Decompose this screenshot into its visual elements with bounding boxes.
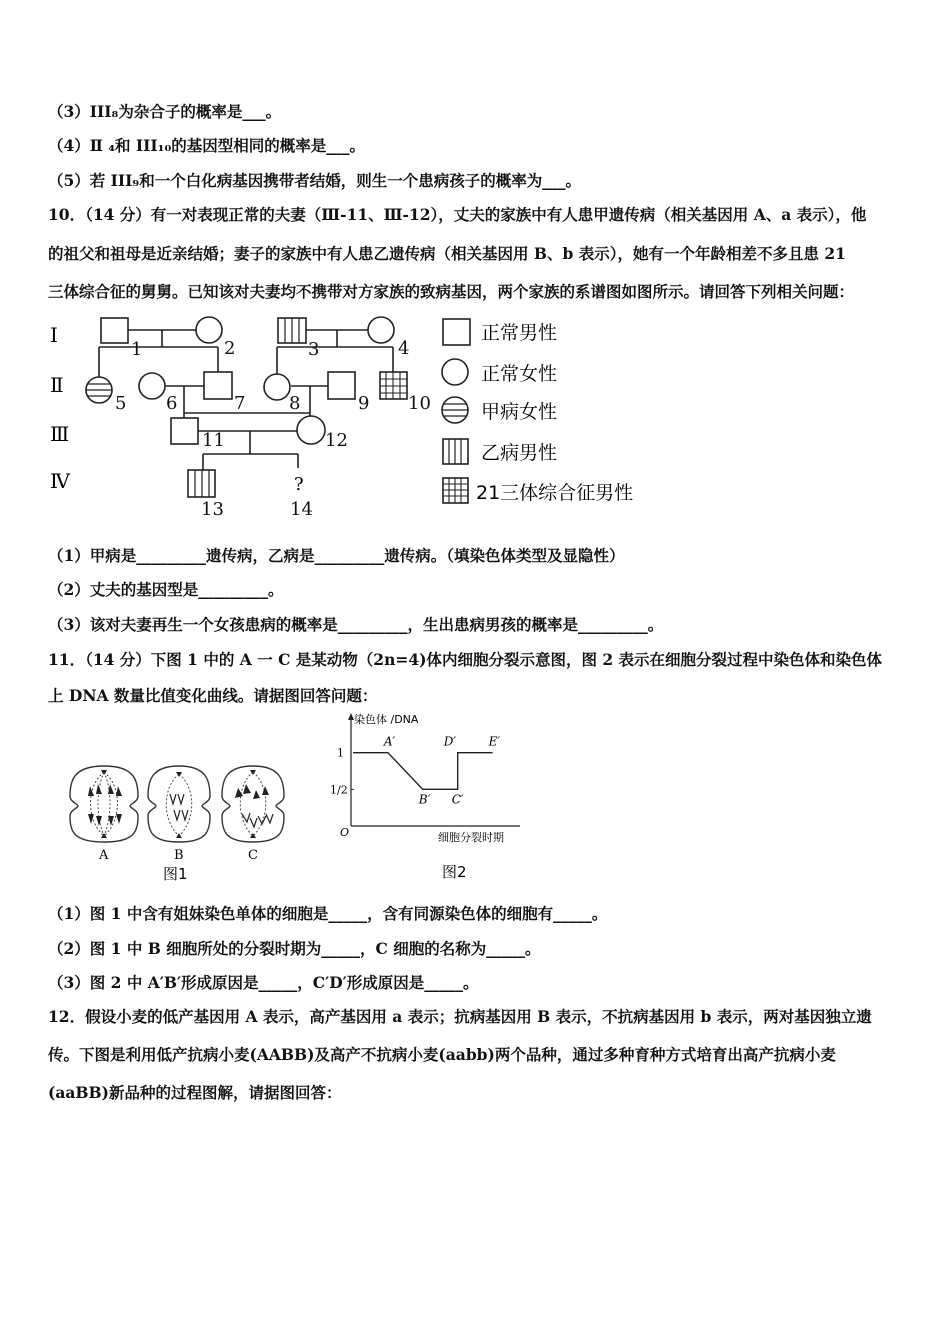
individual-I4-normal-female [368,317,394,343]
origin-label: O [340,826,350,839]
individual-number: 10 [408,393,431,414]
cell-b [148,766,210,842]
x-axis-label: 细胞分裂时期 [438,831,504,844]
individual-number: 2 [224,338,236,359]
q10-sub2: （2）丈夫的基因型是_________。 [48,580,284,599]
q10-sub1: （1）甲病是_________遗传病，乙病是_________遗传病。（填染色体类型及显隐性） [48,546,625,565]
individual-IV14-unknown: ? [294,474,304,495]
individual-number: 6 [166,393,178,414]
legend-normal-male-symbol [443,319,470,345]
figure2-ratio-chart [330,710,530,888]
q10-sub3: （3）该对夫妻再生一个女孩患病的概率是_________，生出患病男孩的概率是_________。 [48,615,664,634]
cell-label: C [248,848,258,863]
individual-number: 7 [234,393,246,414]
figure1-cell-division [60,760,300,885]
individual-II8-normal-female [264,374,290,400]
q12-stem-line2: 传。下图是利用低产抗病小麦(AABB)及高产不抗病小麦(aabb)两个品种，通过多种育种方式培育出高产抗病小麦 [48,1045,836,1064]
individual-II6-normal-female [139,373,165,399]
q11-stem-line1: 11．（14 分）下图 1 中的 A 一 C 是某动物（2n=4)体内细胞分裂示意图，图 2 表示在细胞分裂过程中染色体和染色体 [48,650,883,669]
q9-sub4: （4）Ⅱ ₄和 III₁₀的基因型相同的概率是___。 [48,136,366,155]
individual-I2-normal-female [196,317,222,343]
pedigree-chart [40,310,680,525]
individual-III11-normal-male [171,418,198,444]
individual-I1-normal-male [101,318,128,343]
ratio-series-line [353,753,493,790]
individual-number: 9 [358,393,370,414]
legend-label: 甲病女性 [481,401,558,423]
figure2-caption: 图2 [442,863,467,881]
q9-sub3: （3）III₈为杂合子的概率是___。 [48,102,282,121]
figure1-caption: 图1 [163,865,188,883]
q11-stem-line2: 上 DNA 数量比值变化曲线。请据图回答问题： [48,686,378,705]
individual-II9-normal-male [328,372,355,399]
legend-normal-female-symbol [442,359,468,385]
generation-label: Ⅳ [50,469,70,493]
legend-label: 正常男性 [481,322,558,344]
cell-label: A [99,848,109,863]
legend-label: 21三体综合征男性 [476,482,634,504]
point-label: C′ [451,792,464,807]
y-axis-label: 染色体 /DNA [354,713,419,726]
legend-label: 乙病男性 [481,442,558,464]
individual-number: 3 [308,339,320,360]
q10-stem-line2: 的祖父和祖母是近亲结婚；妻子的家族中有人患乙遗传病（相关基因用 B、b 表示），她有一个年龄相差不多且患 21 [48,244,846,263]
point-label: A′ [383,734,396,749]
cell-a [70,766,138,842]
q9-sub5: （5）若 III₉和一个白化病基因携带者结婚，则生一个患病孩子的概率为___。 [48,171,581,190]
individual-number: 12 [325,430,348,451]
q12-stem-line3: (aaBB)新品种的过程图解，请据图回答： [48,1083,342,1102]
generation-label: Ⅲ [50,422,70,446]
individual-number: 5 [115,393,127,414]
individual-number: 14 [290,499,313,520]
pedigree-legend [442,319,633,504]
individual-number: 8 [289,393,301,414]
point-label: E′ [488,734,501,749]
individual-number: 13 [201,499,224,520]
y-tick-label: 1/2 [330,783,348,797]
y-tick-label: 1 [337,746,344,760]
individual-number: 4 [398,338,410,359]
cell-label: B [174,848,184,863]
q10-stem-line1: 10．（14 分）有一对表现正常的夫妻（Ⅲ-11、Ⅲ-12），丈夫的家族中有人患甲遗传病（相关基因用 A、a 表示），他 [48,205,867,224]
cell-c [222,766,284,842]
q11-sub3: （3）图 2 中 A′B′形成原因是_____，C′D′形成原因是_____。 [48,973,479,992]
q11-sub2: （2）图 1 中 B 细胞所处的分裂时期为_____，C 细胞的名称为_____。 [48,939,541,958]
q10-stem-line3: 三体综合征的舅舅。已知该对夫妻均不携带对方家族的致病基因，两个家族的系谱图如图所示。请回答下列相关问题： [48,282,855,301]
individual-II7-normal-male [204,372,232,399]
q11-sub1: （1）图 1 中含有姐妹染色单体的细胞是_____，含有同源染色体的细胞有_____。 [48,904,608,923]
generation-label: Ⅱ [50,373,64,397]
point-label: B′ [418,792,431,807]
point-label: D′ [443,734,457,749]
q12-stem-line1: 12．假设小麦的低产基因用 A 表示，高产基因用 a 表示；抗病基因用 B 表示，不抗病基因用 b 表示，两对基因独立遗 [48,1007,872,1026]
individual-number: 1 [131,339,143,360]
individual-III12-normal-female [297,416,325,444]
legend-label: 正常女性 [481,363,558,385]
generation-label: Ⅰ [50,323,58,347]
individual-number: 11 [202,430,225,451]
